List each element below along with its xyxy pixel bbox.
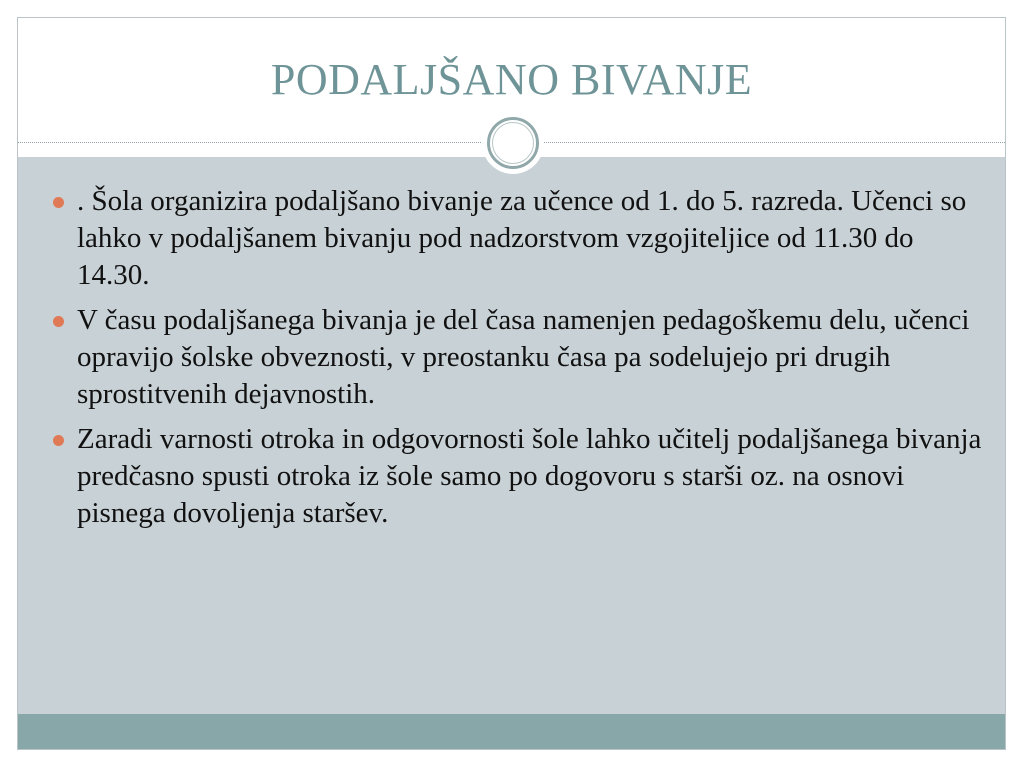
bullet-dot-icon [53, 316, 64, 327]
circle-ornament-inner [492, 122, 534, 164]
bullet-text: . Šola organizira podaljšano bivanje za učence od 1. do 5. razreda. Učenci so lahko v podaljšanem bivanju pod nadzorstvom vzgojiteljice od 11.30 do 14.30. [77, 185, 967, 291]
bullet-text: Zaradi varnosti otroka in odgovornosti šole lahko učitelj podaljšanega bivanja predčasno spusti otroka iz šole samo po dogovoru s starši oz. na osnovi pisnega dovoljenja staršev. [77, 423, 982, 529]
bullet-item [51, 183, 991, 294]
bullet-list [51, 183, 991, 540]
bullet-text: V času podaljšanega bivanja je del časa namenjen pedagoškemu delu, učenci opravijo šolske obveznosti, v preostanku časa pa sodelujejo pri drugih sprostitvenih dejavnostih. [77, 304, 970, 410]
bullet-dot-icon [53, 197, 64, 208]
bullet-dot-icon [53, 435, 64, 446]
bullet-item [51, 421, 991, 532]
slide-title: PODALJŠANO BIVANJE [270, 55, 753, 104]
footer-band [18, 714, 1005, 749]
bullet-item [51, 302, 991, 413]
slide-frame [17, 17, 1006, 750]
